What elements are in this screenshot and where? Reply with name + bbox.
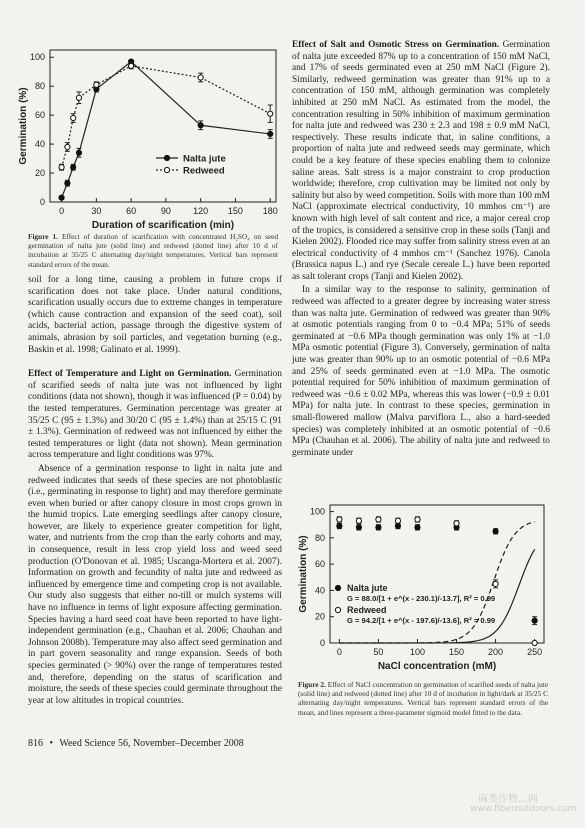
y-tick-label: 20 [314, 611, 325, 622]
footer-bullet: • [49, 738, 54, 749]
y-axis-label: Germination (%) [18, 87, 29, 165]
x-tick-label: 200 [488, 647, 504, 657]
figure-2-chart [290, 493, 555, 679]
data-point-redweed [71, 115, 76, 120]
x-tick-label: 30 [91, 206, 102, 216]
watermark-line-2: www.fiberoutdoors.com [470, 804, 577, 814]
y-tick-label: 100 [309, 506, 325, 517]
figure-1-caption-text: Effect of duration of scarification with concentrated H₂SO₄ on seed germination of nalta jute (solid line) and redweed (dotted line) after 10 d of incubation at 35/25 C alternating day/night temperatures. Vertical bars represent standard errors of the mean. [28, 232, 278, 269]
data-point-nalta-jute [268, 131, 273, 136]
figure-2-label: Figure 2. [298, 680, 326, 689]
data-point-nalta-jute [65, 181, 70, 186]
x-tick-label: 90 [160, 206, 171, 216]
data-point-redweed [94, 82, 99, 87]
x-axis-label: NaCl concentration (mM) [377, 661, 497, 672]
data-point-nalta-jute [76, 150, 81, 155]
y-tick-label: 20 [34, 168, 45, 179]
series-line-redweed [62, 66, 271, 167]
data-point-redweed [415, 517, 420, 522]
data-point-nalta-jute [376, 525, 381, 530]
x-tick-label: 250 [527, 647, 543, 657]
journal-citation: Weed Science 56, November–December 2008 [59, 738, 244, 749]
temperature-light-heading: Effect of Temperature and Light on Germination. [28, 369, 232, 380]
water-stress-paragraph: In a similar way to the response to salinity, germination of redweed was affected to a greater degree by increasing water stress than was nalta jute. Germination of redweed was greater than 90% at osmotic potentials ranging from 0 to −0.4 MPa; 51% of seeds germinated at −0.6 MPa though germination was only 1% at −1.0 MPa osmotic potential (Figure 3). Conversely, germination of nalta jute was greater than 90% up to an osmotic potential of −0.6 MPa and 25% of seeds germinated even at −1.0 MPa. The osmotic potential required for 50% inhibition of maximum germination of redweed was −0.6 ± 0.02 MPa, whereas this was lower (−0.9 ± 0.01 MPa) for nalta jute. In contrast to these species, germination in small-flowered mallow (Malva parviflora L., also a hard-seeded species) was completely inhibited at an osmotic potential of −0.6 MPa (Chauhan et al. 2006). The ability of nalta jute and redweed to germinate under [292, 285, 550, 458]
data-point-redweed [59, 165, 64, 170]
data-point-nalta-jute [198, 123, 203, 128]
y-tick-label: 80 [314, 532, 325, 543]
data-point-redweed [129, 63, 134, 68]
legend-label: Redweed [183, 165, 225, 177]
legend-marker [335, 585, 340, 590]
x-tick-label: 60 [126, 206, 137, 216]
x-tick-label: 150 [449, 647, 465, 657]
data-point-redweed [376, 517, 381, 522]
figure-2-caption-text: Effect of NaCl concentration on germination of scarified seeds of nalta jute (solid line) and redweed (dotted line) after 10 d of incubation in light/dark at 35/25 C alternating day/night temperatures. Vertical bars represent standard errors of the mean, and lines represent a three-parameter sigmoid model fitted to the data. [298, 680, 548, 717]
page-number: 816 [28, 738, 43, 749]
legend-label: Nalta jute [347, 583, 388, 593]
data-point-redweed [337, 517, 342, 522]
photoblastic-paragraph: Absence of a germination response to light in nalta jute and redweed indicates that seeds of these species are not photoblastic (i.e., germinating in response to light) and may therefore germinate even when buried or after canopy closure in most crops grown in the humid tropics. Late emerging seedlings after canopy closure, however, are likely to experience greater competition for light, water, and nutrients from the crop than the early cohorts and may, in consequence, result in less crop yield loss and weed seed production (O'Donovan et al. 1985; Uscanga-Mortera et al. 2007). Information on growth and fecundity of nalta jute and redweed as influenced by emergence time and competing crop is not available. Our study also suggests that either no-till or mulch systems will have no influence in terms of light exposure affecting germination. Species having a hard seed coat have been reported to have light-independent germination (e.g., Chauhan et al. 2006; Chauhan and Johnson 2008b). Temperature may also affect seed germination and in part govern seasonality and range expansion. Seeds of both species germinated (> 90%) over the range of temperatures tested and, therefore, depending on the status of scarification and moisture, the seeds of these species could germinate throughout the year at low altitudes in tropical countries. [28, 463, 282, 706]
salt-osmotic-heading: Effect of Salt and Osmotic Stress on Germination. [292, 40, 500, 50]
data-point-nalta-jute [71, 165, 76, 170]
figure-2-caption [298, 680, 548, 717]
data-point-redweed [532, 640, 537, 645]
plot-frame [50, 50, 276, 202]
data-point-nalta-jute [415, 525, 420, 530]
y-tick-label: 60 [314, 559, 325, 570]
data-point-redweed [76, 95, 81, 100]
legend-marker [335, 607, 340, 612]
data-point-redweed [454, 521, 459, 526]
figure-1-label: Figure 1. [28, 232, 58, 241]
series-line-nalta-jute [62, 62, 271, 198]
temperature-light-text: Germination of scarified seeds of nalta jute was not influenced by light conditions (data not shown), though it was influenced (P = 0.04) by the tested temperatures. Germination percentage was greater at 35/25 C (95 ± 1.3%) and 30/20 C (95 ± 1.4%) than at 25/15 C (91 ± 1.3%). Germination of redweed was not influenced by either the tested temperatures or light (data not shown). Mean germination across temperature and light conditions was 97%. [28, 369, 282, 461]
x-tick-label: 150 [227, 206, 243, 216]
x-tick-label: 120 [193, 206, 209, 216]
y-tick-label: 40 [34, 139, 45, 150]
data-point-nalta-jute [59, 195, 64, 200]
salt-osmotic-paragraph [292, 40, 550, 283]
x-tick-label: 50 [373, 647, 384, 657]
legend-label: Nalta jute [183, 153, 226, 165]
data-point-nalta-jute [337, 523, 342, 528]
legend-marker [164, 167, 169, 172]
figure-1-chart [8, 32, 286, 230]
x-tick-label: 180 [262, 206, 278, 216]
data-point-redweed [198, 75, 203, 80]
data-point-redweed [268, 111, 273, 116]
x-tick-label: 100 [409, 647, 425, 657]
y-tick-label: 100 [29, 52, 45, 63]
x-tick-label: 0 [59, 206, 65, 216]
data-point-nalta-jute [395, 523, 400, 528]
y-tick-label: 0 [39, 197, 45, 207]
legend-label: Redweed [347, 605, 387, 615]
figure-1-caption [28, 232, 278, 269]
y-tick-label: 0 [319, 638, 325, 648]
data-point-nalta-jute [356, 525, 361, 530]
legend-equation: G = 94.2/[1 + e^(x - 197.6)/-13.6], R² = 0.99 [347, 616, 496, 625]
data-point-redweed [65, 144, 70, 149]
data-point-nalta-jute [493, 529, 498, 534]
data-point-nalta-jute [532, 618, 537, 623]
salt-osmotic-text: Germination of nalta jute exceeded 87% up to a concentration of 150 mM NaCl, and 17% of seeds germinated even at 250 mM NaCl (Figure 2). Similarly, redweed germination was greater than 91% up to a concentration of 150 mM, although germination was completely inhibited at 250 mM NaCl. As estimated from the model, the concentration resulting in 50% inhibition of maximum germination for nalta jute and redweed was 230 ± 2.3 and 198 ± 0.9 mM NaCl, respectively. These results indicate that, in saline conditions, a proportion of nalta jute and redweed seeds may germinate, which could be a key feature of these species enabling them to colonize saline areas. Salt stress is a major constraint to crop production worldwide; therefore, crop cultivation may be limited not only by salinity but also by weed competition. Soils with more than 100 mM NaCl (approximate electrical conductivity, 10 mmhos cm⁻¹) are known with high level of salt content and rice, a major cereal crop of the tropics, is considered a sensitive crop in these soils (Tanji and Kielen 2002). Flooded rice may suffer from salinity stress even at an electrical conductivity of 4 mmhos cm⁻¹ (Sanchez 1976). Canola (Brassica napus L.) and rye (Secale cereale L.) have been reported as salt tolerant crops (Tanji and Kielen 2002). [292, 40, 550, 282]
watermark-line-1: 麻类作物…网 [478, 794, 538, 805]
x-tick-label: 0 [336, 647, 342, 657]
data-point-redweed [395, 518, 400, 523]
y-tick-label: 40 [314, 585, 325, 596]
left-continuation-paragraph: soil for a long time, causing a problem in future crops if scarification does not take place. Under natural conditions, scarification usually occurs due to extreme changes in temperature (which cause contraction and expansion of the seed coat), soil acids, bacterial action, passage through the digestive system of animals, abrasion by soil particles, and vegetation burning (e.g., Baskin et al. 1998; Galinato et al. 1999). [28, 275, 282, 355]
x-axis-label: Duration of scarification (min) [91, 220, 235, 230]
data-point-redweed [356, 518, 361, 523]
temperature-light-paragraph [28, 369, 282, 462]
left-column [28, 275, 282, 709]
page-footer [28, 738, 244, 749]
right-column [292, 40, 550, 461]
legend-marker [164, 155, 169, 160]
data-point-redweed [493, 581, 498, 586]
y-axis-label: Germination (%) [298, 535, 309, 613]
y-tick-label: 80 [34, 81, 45, 92]
legend-equation: G = 88.0/[1 + e^(x - 230.1)/-13.7], R² = 0.99 [347, 594, 496, 603]
y-tick-label: 60 [34, 110, 45, 121]
